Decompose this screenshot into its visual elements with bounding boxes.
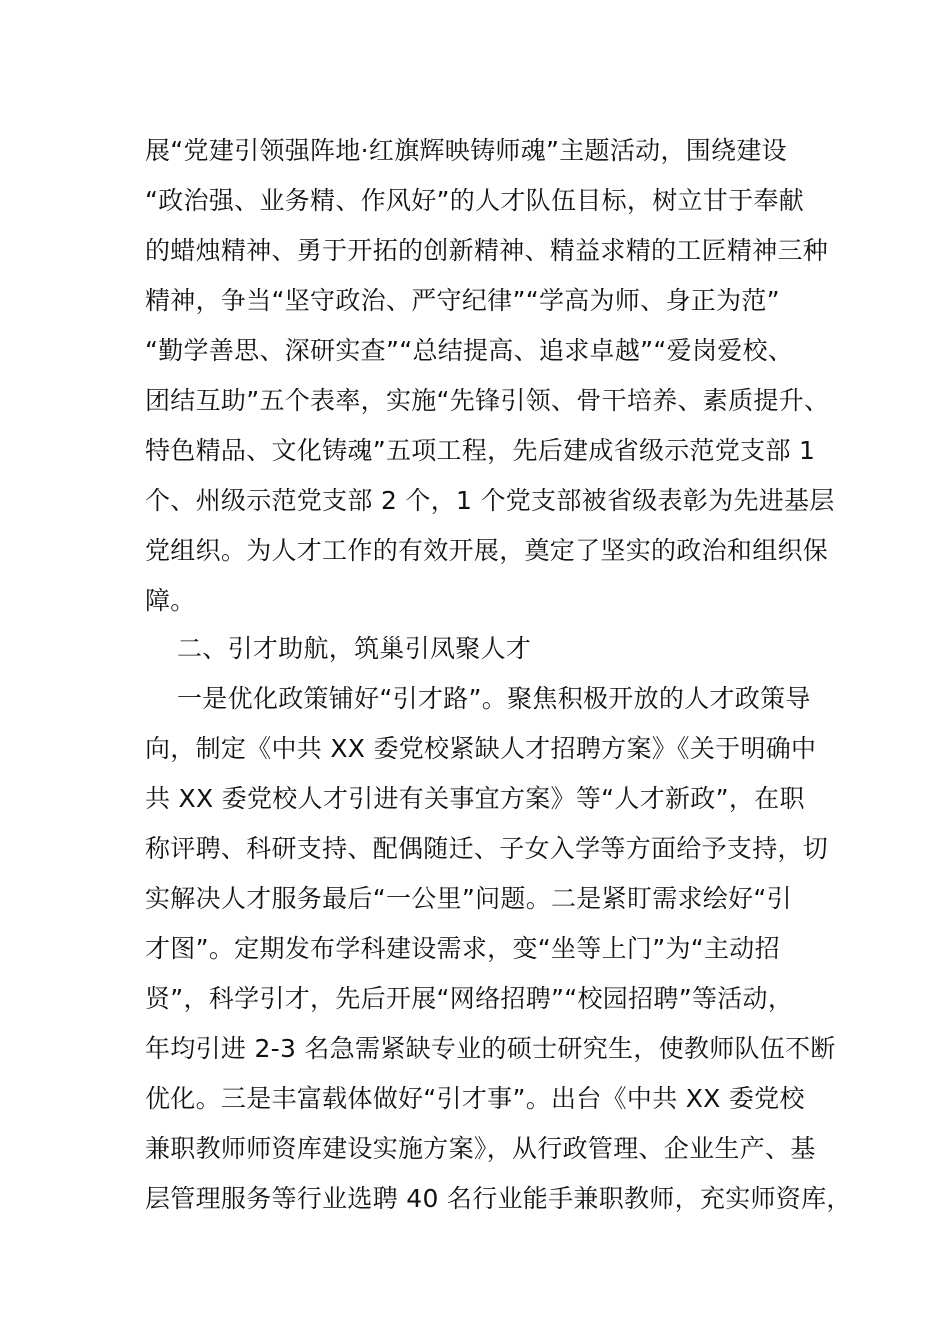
text-line: 共 XX 委党校人才引进有关事宜方案》等“人才新政”，在职 (145, 784, 805, 813)
text-line: 贤”，科学引才，先后开展“网络招聘”“校园招聘”等活动， (145, 984, 794, 1013)
text-line: “政治强、业务精、作风好”的人才队伍目标，树立甘于奉献 (145, 186, 805, 215)
text-line: 实解决人才服务最后“一公里”问题。二是紧盯需求绘好“引 (145, 884, 792, 913)
text-line: 团结互助”五个表率，实施“先锋引领、骨干培养、素质提升、 (145, 386, 830, 415)
text-line: 展“党建引领强阵地·红旗辉映铸师魂”主题活动，围绕建设 (145, 136, 787, 165)
text-line: 精神，争当“坚守政治、严守纪律”“学高为师、身正为范” (145, 286, 780, 315)
text-line: 党组织。为人才工作的有效开展，奠定了坚实的政治和组织保 (145, 536, 829, 565)
text-line: 称评聘、科研支持、配偶随迁、子女入学等方面给予支持，切 (145, 834, 829, 863)
text-line: 年均引进 2-3 名急需紧缺专业的硕士研究生，使教师队伍不断 (145, 1034, 836, 1063)
text-line: “勤学善思、深研实查”“总结提高、追求卓越”“爱岗爱校、 (145, 336, 794, 365)
paragraph-first-line: 一是优化政策铺好“引才路”。聚焦积极开放的人才政策导 (177, 684, 811, 713)
text-line: 特色精品、文化铸魂”五项工程，先后建成省级示范党支部 1 (145, 436, 816, 465)
text-line: 优化。三是丰富载体做好“引才事”。出台《中共 XX 委党校 (145, 1084, 805, 1113)
text-line: 个、州级示范党支部 2 个，1 个党支部被省级表彰为先进基层 (145, 486, 835, 515)
text-line: 向，制定《中共 XX 委党校紧缺人才招聘方案》《关于明确中 (145, 734, 817, 763)
text-line: 层管理服务等行业选聘 40 名行业能手兼职教师，充实师资库， (145, 1184, 852, 1213)
text-line: 才图”。定期发布学科建设需求，变“坐等上门”为“主动招 (145, 934, 780, 963)
text-line: 兼职教师师资库建设实施方案》，从行政管理、企业生产、基 (145, 1134, 816, 1163)
section-heading: 二、引才助航，筑巢引凤聚人才 (177, 634, 532, 663)
text-line: 的蜡烛精神、勇于开拓的创新精神、精益求精的工匠精神三种 (145, 236, 829, 265)
text-line: 障。 (145, 586, 196, 615)
